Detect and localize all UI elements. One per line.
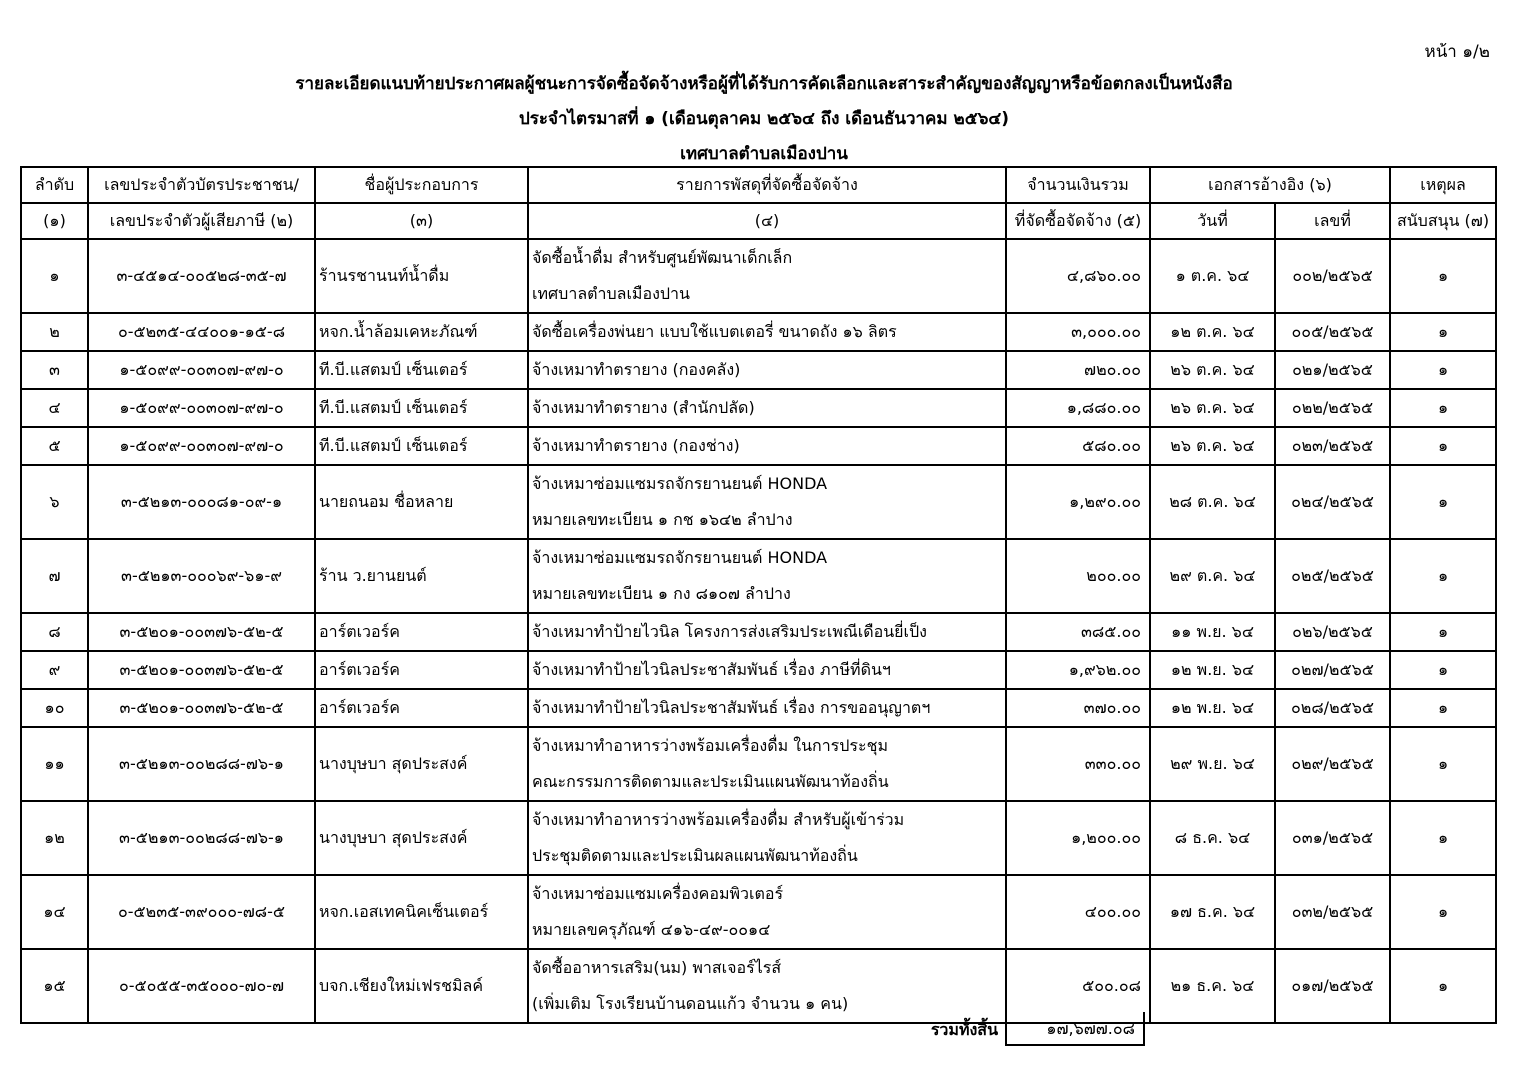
amount: ๑,๙๖๒.๐๐: [1006, 651, 1150, 689]
table-row: [21, 875, 1496, 949]
procurement-table: [20, 166, 1497, 1024]
reason-code: ๑: [1390, 801, 1496, 875]
tax-id: ๐-๕๒๓๕-๓๙๐๐๐-๗๘-๕: [88, 875, 315, 949]
item-description: [528, 427, 1006, 465]
amount: ๕๘๐.๐๐: [1006, 427, 1150, 465]
header-item: รายการพัสดุที่จัดซื้อจัดจ้าง: [528, 167, 1006, 203]
reason-code: ๑: [1390, 313, 1496, 351]
amount: ๔,๘๖๐.๐๐: [1006, 239, 1150, 313]
item-description: [528, 465, 1006, 539]
item-description: [528, 801, 1006, 875]
item-description-line: จ้างเหมาซ่อมแซมรถจักรยานยนต์ HONDA: [532, 548, 828, 567]
header-amount-sub: ที่จัดซื้อจัดจ้าง (๕): [1006, 203, 1150, 239]
reason-code: ๑: [1390, 427, 1496, 465]
tax-id: ๓-๕๒๐๑-๐๐๓๗๖-๕๒-๕: [88, 613, 315, 651]
table-row: [21, 651, 1496, 689]
amount: ๒๐๐.๐๐: [1006, 539, 1150, 613]
item-description: [528, 351, 1006, 389]
item-description: [528, 613, 1006, 651]
table-row: [21, 389, 1496, 427]
document-period: ประจำไตรมาสที่ ๑ (เดือนตุลาคม ๒๕๖๔ ถึง เดือนธันวาคม ๒๕๖๔): [518, 109, 1010, 129]
item-description-line: (เพิ่มเติม โรงเรียนบ้านดอนแก้ว จำนวน ๑ คน): [532, 994, 849, 1013]
ref-date: ๒๑ ธ.ค. ๖๔: [1150, 949, 1275, 1023]
organization-name: เทศบาลตำบลเมืองปาน: [680, 144, 848, 164]
tax-id: ๓-๕๒๑๓-๐๐๒๘๘-๗๖-๑: [88, 801, 315, 875]
table-row: [21, 727, 1496, 801]
tax-id: ๓-๕๒๑๓-๐๐๐๖๙-๖๑-๙: [88, 539, 315, 613]
reason-code: ๑: [1390, 949, 1496, 1023]
amount: ๓,๐๐๐.๐๐: [1006, 313, 1150, 351]
table-row: [21, 313, 1496, 351]
tax-id: ๑-๕๐๙๙-๐๐๓๐๗-๙๗-๐: [88, 427, 315, 465]
item-description-line: จ้างเหมาทำอาหารว่างพร้อมเครื่องดื่ม ในการประชุม: [532, 736, 889, 755]
amount: ๔๐๐.๐๐: [1006, 875, 1150, 949]
tax-id: ๐-๕๒๓๕-๔๔๐๐๑-๑๕-๘: [88, 313, 315, 351]
ref-number: ๐๒๓/๒๕๖๕: [1275, 427, 1390, 465]
vendor-name: นางบุษบา สุดประสงค์: [315, 801, 528, 875]
item-description-line: จัดซื้ออาหารเสริม(นม) พาสเจอร์ไรส์: [532, 958, 782, 977]
amount: ๑,๒๐๐.๐๐: [1006, 801, 1150, 875]
item-description-line: จ้างเหมาทำตรายาง (กองช่าง): [532, 436, 740, 455]
amount: ๕๐๐.๐๘: [1006, 949, 1150, 1023]
header-vendor: ชื่อผู้ประกอบการ: [315, 167, 528, 203]
ref-date: ๑๒ ต.ค. ๖๔: [1150, 313, 1275, 351]
row-number: ๒: [21, 313, 88, 351]
ref-date: ๒๙ ต.ค. ๖๔: [1150, 539, 1275, 613]
ref-date: ๘ ธ.ค. ๖๔: [1150, 801, 1275, 875]
amount: ๓๓๐.๐๐: [1006, 727, 1150, 801]
ref-number: ๐๓๑/๒๕๖๕: [1275, 801, 1390, 875]
reason-code: ๑: [1390, 539, 1496, 613]
ref-date: ๑๒ พ.ย. ๖๔: [1150, 651, 1275, 689]
item-description-line: จัดซื้อเครื่องพ่นยา แบบใช้แบตเตอรี่ ขนาดถัง ๑๖ ลิตร: [532, 322, 897, 341]
ref-number: ๐๒๔/๒๕๖๕: [1275, 465, 1390, 539]
reason-code: ๑: [1390, 689, 1496, 727]
tax-id: ๓-๔๕๑๔-๐๐๕๒๘-๓๕-๗: [88, 239, 315, 313]
row-number: ๗: [21, 539, 88, 613]
vendor-name: ที.บี.แสตมป์ เซ็นเตอร์: [315, 389, 528, 427]
vendor-name: อาร์ตเวอร์ค: [315, 689, 528, 727]
row-number: ๑๐: [21, 689, 88, 727]
ref-number: ๐๒๙/๒๕๖๕: [1275, 727, 1390, 801]
tax-id: ๓-๕๒๑๓-๐๐๐๘๑-๐๙-๑: [88, 465, 315, 539]
amount: ๓๗๐.๐๐: [1006, 689, 1150, 727]
ref-date: ๑๑ พ.ย. ๖๔: [1150, 613, 1275, 651]
item-description-line: หมายเลขครุภัณฑ์ ๔๑๖-๔๙-๐๐๑๔: [532, 920, 771, 939]
item-description-line: หมายเลขทะเบียน ๑ กง ๘๑๐๗ ลำปาง: [532, 584, 791, 603]
header-no: ลำดับ: [21, 167, 88, 203]
vendor-name: หจก.เอสเทคนิคเซ็นเตอร์: [315, 875, 528, 949]
header-amount: จำนวนเงินรวม: [1006, 167, 1150, 203]
ref-number: ๐๐๒/๒๕๖๕: [1275, 239, 1390, 313]
item-description: [528, 239, 1006, 313]
item-description-line: จ้างเหมาทำตรายาง (กองคลัง): [532, 360, 741, 379]
tax-id: ๓-๕๒๐๑-๐๐๓๗๖-๕๒-๕: [88, 689, 315, 727]
ref-number: ๐๒๕/๒๕๖๕: [1275, 539, 1390, 613]
item-description: [528, 389, 1006, 427]
document-title: รายละเอียดแนบท้ายประกาศผลผู้ชนะการจัดซื้อจัดจ้างหรือผู้ที่ได้รับการคัดเลือกและสาระสำคัญของสัญญาหรือข้อตกลงเป็นหนังสือ: [295, 74, 1233, 94]
row-number: ๔: [21, 389, 88, 427]
header-ref: เอกสารอ้างอิง (๖): [1150, 167, 1390, 203]
tax-id: ๑-๕๐๙๙-๐๐๓๐๗-๙๗-๐: [88, 351, 315, 389]
ref-number: ๐๒๖/๒๕๖๕: [1275, 613, 1390, 651]
tax-id: ๓-๕๒๐๑-๐๐๓๗๖-๕๒-๕: [88, 651, 315, 689]
reason-code: ๑: [1390, 613, 1496, 651]
row-number: ๖: [21, 465, 88, 539]
item-description-line: จ้างเหมาซ่อมแซมรถจักรยานยนต์ HONDA: [532, 474, 828, 493]
row-number: ๑๒: [21, 801, 88, 875]
page-number: หน้า ๑/๒: [1424, 42, 1490, 62]
row-number: ๙: [21, 651, 88, 689]
item-description-line: จ้างเหมาทำป้ายไวนิลประชาสัมพันธ์ เรื่อง ภาษีที่ดินฯ: [532, 660, 891, 679]
ref-date: ๒๖ ต.ค. ๖๔: [1150, 427, 1275, 465]
ref-date: ๒๙ พ.ย. ๖๔: [1150, 727, 1275, 801]
amount: ๑,๘๘๐.๐๐: [1006, 389, 1150, 427]
item-description-line: ประชุมติดตามและประเมินผลแผนพัฒนาท้องถิ่น: [532, 846, 858, 865]
ref-number: ๐๑๗/๒๕๖๕: [1275, 949, 1390, 1023]
vendor-name: ร้าน ว.ยานยนต์: [315, 539, 528, 613]
ref-number: ๐๓๒/๒๕๖๕: [1275, 875, 1390, 949]
header-no-sub: (๑): [21, 203, 88, 239]
amount: ๗๒๐.๐๐: [1006, 351, 1150, 389]
item-description-line: เทศบาลตำบลเมืองปาน: [532, 284, 690, 303]
item-description-line: หมายเลขทะเบียน ๑ กช ๑๖๔๒ ลำปาง: [532, 510, 793, 529]
table-row: [21, 239, 1496, 313]
ref-date: ๑๗ ธ.ค. ๖๔: [1150, 875, 1275, 949]
reason-code: ๑: [1390, 651, 1496, 689]
total-amount: ๑๗,๖๗๗.๐๘: [1005, 1012, 1145, 1046]
amount: ๓๘๕.๐๐: [1006, 613, 1150, 651]
ref-number: ๐๒๒/๒๕๖๕: [1275, 389, 1390, 427]
total-label: รวมทั้งสิ้น: [930, 1020, 998, 1039]
vendor-name: หจก.น้ำล้อมเคหะภัณฑ์: [315, 313, 528, 351]
ref-date: ๑ ต.ค. ๖๔: [1150, 239, 1275, 313]
item-description-line: จ้างเหมาทำตรายาง (สำนักปลัด): [532, 398, 755, 417]
amount: ๑,๒๙๐.๐๐: [1006, 465, 1150, 539]
ref-number: ๐๒๑/๒๕๖๕: [1275, 351, 1390, 389]
header-taxid: เลขประจำตัวบัตรประชาชน/: [88, 167, 315, 203]
item-description: [528, 949, 1006, 1023]
row-number: ๓: [21, 351, 88, 389]
item-description: [528, 727, 1006, 801]
table-row: [21, 801, 1496, 875]
item-description-line: จ้างเหมาทำป้ายไวนิล โครงการส่งเสริมประเพณีเดือนยี่เป็ง: [532, 622, 927, 641]
item-description-line: จ้างเหมาทำป้ายไวนิลประชาสัมพันธ์ เรื่อง การขออนุญาตฯ: [532, 698, 931, 717]
item-description: [528, 539, 1006, 613]
item-description-line: จ้างเหมาซ่อมแซมเครื่องคอมพิวเตอร์: [532, 884, 784, 903]
vendor-name: ที.บี.แสตมป์ เซ็นเตอร์: [315, 427, 528, 465]
reason-code: ๑: [1390, 389, 1496, 427]
table-row: [21, 539, 1496, 613]
header-reason: เหตุผล: [1390, 167, 1496, 203]
row-number: ๑: [21, 239, 88, 313]
reason-code: ๑: [1390, 239, 1496, 313]
header-ref-no: เลขที่: [1275, 203, 1390, 239]
tax-id: ๓-๕๒๑๓-๐๐๒๘๘-๗๖-๑: [88, 727, 315, 801]
vendor-name: นายถนอม ชื่อหลาย: [315, 465, 528, 539]
vendor-name: นางบุษบา สุดประสงค์: [315, 727, 528, 801]
vendor-name: บจก.เชียงใหม่เฟรชมิลค์: [315, 949, 528, 1023]
row-number: ๑๑: [21, 727, 88, 801]
item-description: [528, 313, 1006, 351]
item-description: [528, 689, 1006, 727]
reason-code: ๑: [1390, 875, 1496, 949]
header-taxid-sub: เลขประจำตัวผู้เสียภาษี (๒): [88, 203, 315, 239]
table-row: [21, 427, 1496, 465]
table-row: [21, 949, 1496, 1023]
reason-code: ๑: [1390, 727, 1496, 801]
ref-date: ๒๖ ต.ค. ๖๔: [1150, 389, 1275, 427]
row-number: ๑๕: [21, 949, 88, 1023]
row-number: ๘: [21, 613, 88, 651]
item-description-line: จ้างเหมาทำอาหารว่างพร้อมเครื่องดื่ม สำหรับผู้เข้าร่วม: [532, 810, 905, 829]
header-reason-sub: สนับสนุน (๗): [1390, 203, 1496, 239]
header-item-sub: (๔): [528, 203, 1006, 239]
ref-date: ๒๖ ต.ค. ๖๔: [1150, 351, 1275, 389]
tax-id: ๑-๕๐๙๙-๐๐๓๐๗-๙๗-๐: [88, 389, 315, 427]
vendor-name: อาร์ตเวอร์ค: [315, 613, 528, 651]
ref-date: ๒๘ ต.ค. ๖๔: [1150, 465, 1275, 539]
ref-number: ๐๒๗/๒๕๖๕: [1275, 651, 1390, 689]
ref-number: ๐๐๕/๒๕๖๕: [1275, 313, 1390, 351]
table-row: [21, 351, 1496, 389]
table-row: [21, 465, 1496, 539]
vendor-name: ร้านรชานนท์น้ำดื่ม: [315, 239, 528, 313]
item-description: [528, 875, 1006, 949]
table-row: [21, 613, 1496, 651]
ref-date: ๑๒ พ.ย. ๖๔: [1150, 689, 1275, 727]
item-description-line: คณะกรรมการติดตามและประเมินแผนพัฒนาท้องถิ่น: [532, 772, 889, 791]
header-ref-date: วันที่: [1150, 203, 1275, 239]
item-description: [528, 651, 1006, 689]
row-number: ๕: [21, 427, 88, 465]
ref-number: ๐๒๘/๒๕๖๕: [1275, 689, 1390, 727]
header-vendor-sub: (๓): [315, 203, 528, 239]
reason-code: ๑: [1390, 351, 1496, 389]
row-number: ๑๔: [21, 875, 88, 949]
tax-id: ๐-๕๐๕๕-๓๕๐๐๐-๗๐-๗: [88, 949, 315, 1023]
table-row: [21, 689, 1496, 727]
vendor-name: ที.บี.แสตมป์ เซ็นเตอร์: [315, 351, 528, 389]
vendor-name: อาร์ตเวอร์ค: [315, 651, 528, 689]
reason-code: ๑: [1390, 465, 1496, 539]
item-description-line: จัดซื้อน้ำดื่ม สำหรับศูนย์พัฒนาเด็กเล็ก: [532, 248, 793, 267]
table-body: [21, 239, 1496, 1023]
